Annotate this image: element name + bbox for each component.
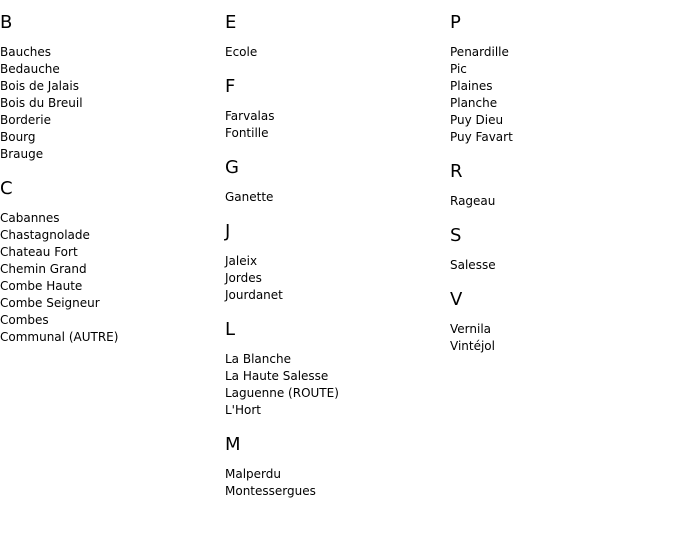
letter-group-f	[225, 76, 445, 142]
letter-group-j	[225, 221, 445, 304]
street-link[interactable]: Plaines	[450, 79, 493, 93]
street-list	[225, 189, 445, 206]
street-link[interactable]: Vernila	[450, 322, 492, 336]
street-list	[450, 193, 670, 210]
street-link[interactable]: Laguenne (ROUTE)	[225, 386, 339, 400]
street-link[interactable]: Bedauche	[0, 62, 60, 76]
street-link[interactable]: Salesse	[450, 258, 496, 272]
letter-heading: B	[0, 12, 13, 33]
street-list	[225, 253, 445, 304]
letter-heading: M	[225, 434, 241, 455]
letter-group-e	[225, 12, 445, 61]
street-list	[225, 108, 445, 142]
street-list	[450, 44, 670, 146]
letter-heading: E	[225, 12, 237, 33]
letter-group-v	[450, 289, 670, 355]
index-column-2	[225, 12, 445, 515]
letter-heading: R	[450, 161, 463, 182]
letter-heading: G	[225, 157, 239, 178]
letter-heading: S	[450, 225, 462, 246]
street-link[interactable]: Bois du Breuil	[0, 96, 83, 110]
street-link[interactable]: Montessergues	[225, 484, 316, 498]
street-link[interactable]: Combe Seigneur	[0, 296, 100, 310]
street-list	[450, 257, 670, 274]
street-link[interactable]: Puy Favart	[450, 130, 513, 144]
letter-group-m	[225, 434, 445, 500]
index-column-1	[0, 12, 220, 361]
street-link[interactable]: Jordes	[225, 271, 262, 285]
street-link[interactable]: Planche	[450, 96, 498, 110]
letter-heading: V	[450, 289, 463, 310]
street-link[interactable]: Farvalas	[225, 109, 275, 123]
street-link[interactable]: Chastagnolade	[0, 228, 90, 242]
street-link[interactable]: Vintéjol	[450, 339, 495, 353]
street-link[interactable]: Bois de Jalais	[0, 79, 79, 93]
letter-group-s	[450, 225, 670, 274]
street-link[interactable]: Bauches	[0, 45, 52, 59]
letter-heading: C	[0, 178, 13, 199]
street-link[interactable]: Ecole	[225, 45, 258, 59]
street-link[interactable]: Bourg	[0, 130, 36, 144]
street-link[interactable]: Ganette	[225, 190, 274, 204]
street-link[interactable]: Communal (AUTRE)	[0, 330, 119, 344]
street-link[interactable]: La Haute Salesse	[225, 369, 329, 383]
letter-group-r	[450, 161, 670, 210]
street-link[interactable]: L'Hort	[225, 403, 261, 417]
street-link[interactable]: Chateau Fort	[0, 245, 78, 259]
letter-heading: F	[225, 76, 236, 97]
street-link[interactable]: Borderie	[0, 113, 51, 127]
street-link[interactable]: Puy Dieu	[450, 113, 504, 127]
letter-heading: P	[450, 12, 461, 33]
street-link[interactable]: Malperdu	[225, 467, 281, 481]
street-link[interactable]: Jourdanet	[225, 288, 283, 302]
street-list	[225, 44, 445, 61]
street-link[interactable]: Chemin Grand	[0, 262, 87, 276]
street-link[interactable]: Brauge	[0, 147, 44, 161]
letter-heading: J	[225, 221, 231, 242]
letter-group-g	[225, 157, 445, 206]
street-link[interactable]: Penardille	[450, 45, 509, 59]
street-link[interactable]: Rageau	[450, 194, 496, 208]
letter-group-c	[0, 178, 220, 346]
street-link[interactable]: Cabannes	[0, 211, 60, 225]
index-column-3	[450, 12, 670, 370]
letter-group-b	[0, 12, 220, 163]
street-link[interactable]: Combes	[0, 313, 49, 327]
street-link[interactable]: Jaleix	[225, 254, 258, 268]
letter-heading: L	[225, 319, 236, 340]
street-list	[450, 321, 670, 355]
street-list	[0, 210, 220, 346]
street-link[interactable]: Pic	[450, 62, 467, 76]
street-list	[0, 44, 220, 163]
street-link[interactable]: La Blanche	[225, 352, 291, 366]
letter-group-l	[225, 319, 445, 419]
street-link[interactable]: Combe Haute	[0, 279, 83, 293]
street-list	[225, 466, 445, 500]
street-list	[225, 351, 445, 419]
street-link[interactable]: Fontille	[225, 126, 269, 140]
letter-group-p	[450, 12, 670, 146]
